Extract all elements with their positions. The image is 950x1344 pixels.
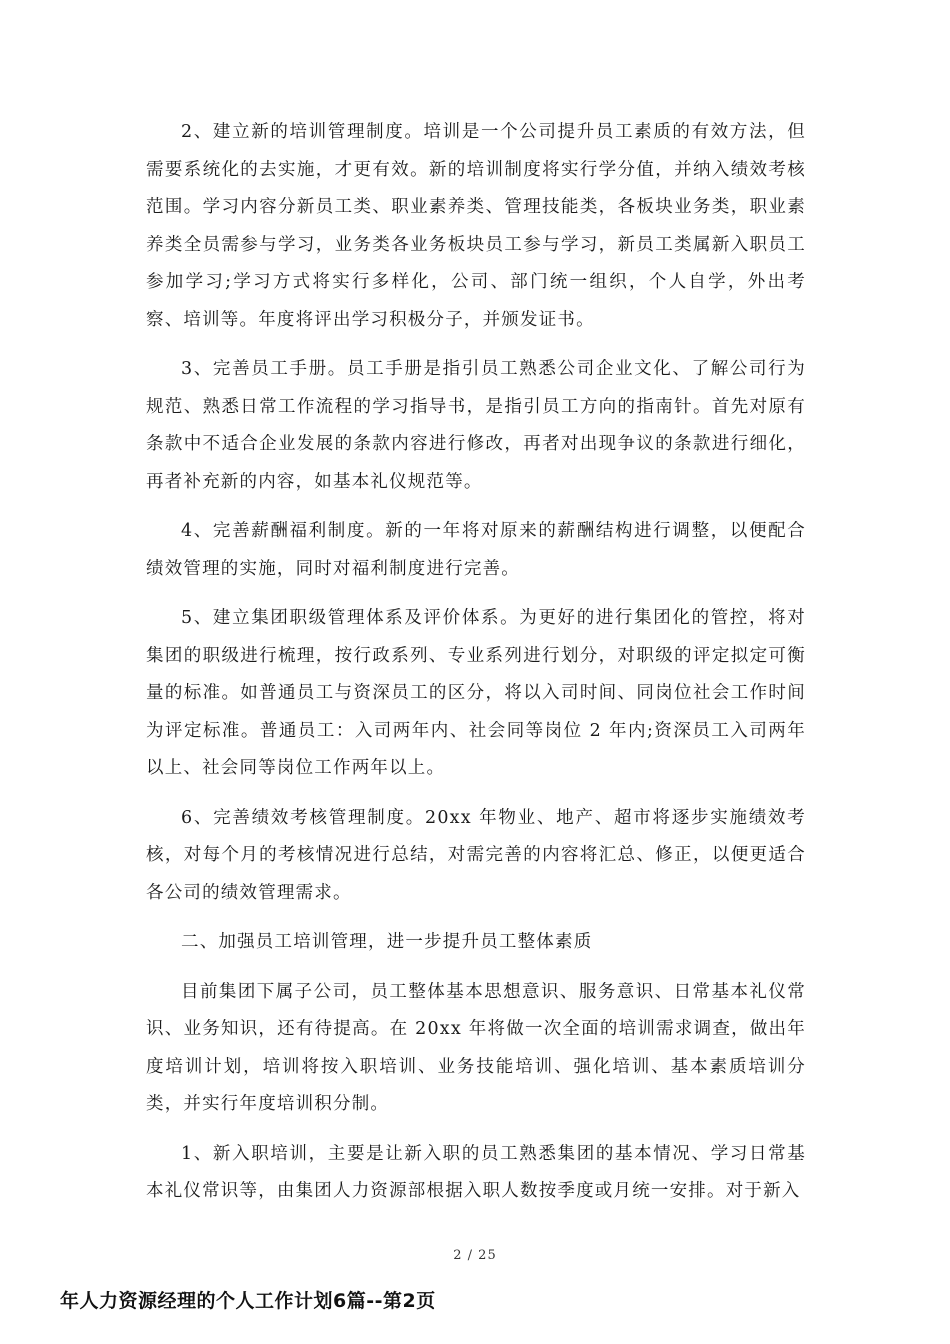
paragraph-compensation: 4、完善薪酬福利制度。新的一年将对原来的薪酬结构进行调整，以便配合绩效管理的实施，同时对福利制度进行完善。 <box>146 521 806 579</box>
page-number: 2 / 25 <box>453 1248 497 1263</box>
section-heading-training: 二、加强员工培训管理，进一步提升员工整体素质 <box>181 932 593 952</box>
paragraph-rank-system: 5、建立集团职级管理体系及评价体系。为更好的进行集团化的管控，将对集团的职级进行梳理，按行政系列、专业系列进行划分，对职级的评定拟定可衡量的标准。如普通员工与资深员工的区分，将以入司时间、同岗位社会工作时间为评定标准。普通员工：入司两年内、社会同等岗位 2 年内;资深员工入司两年以上、社会同等岗位工作两年以上。 <box>146 608 806 778</box>
paragraph-training-overview: 目前集团下属子公司，员工整体基本思想意识、服务意识、日常基本礼仪常识、业务知识，还有待提高。在 20xx 年将做一次全面的培训需求调查，做出年度培训计划，培训将按入职培训、业务技能培训、强化培训、基本素质培训分类，并实行年度培训积分制。 <box>146 981 806 1114</box>
footer-title: 年人力资源经理的个人工作计划6篇--第2页 <box>60 1290 436 1312</box>
document-body <box>146 114 806 1223</box>
paragraph-onboarding-training: 1、新入职培训，主要是让新入职的员工熟悉集团的基本情况、学习日常基本礼仪常识等，由集团人力资源部根据入职人数按季度或月统一安排。对于新入 <box>146 1143 806 1201</box>
paragraph-training-system: 2、建立新的培训管理制度。培训是一个公司提升员工素质的有效方法，但需要系统化的去实施，才更有效。新的培训制度将实行学分值，并纳入绩效考核范围。学习内容分新员工类、职业素养类、管理技能类，各板块业务类，职业素养类全员需参与学习，业务类各业务板块员工参与学习，新员工类属新入职员工参加学习;学习方式将实行多样化，公司、部门统一组织，个人自学，外出考察、培训等。年度将评出学习积极分子，并颁发证书。 <box>146 122 806 330</box>
paragraph-employee-handbook: 3、完善员工手册。员工手册是指引员工熟悉公司企业文化、了解公司行为规范、熟悉日常工作流程的学习指导书，是指引员工方向的指南针。首先对原有条款中不适合企业发展的条款内容进行修改，再者对出现争议的条款进行细化，再者补充新的内容，如基本礼仪规范等。 <box>146 359 806 492</box>
paragraph-performance: 6、完善绩效考核管理制度。20xx 年物业、地产、超市将逐步实施绩效考核，对每个月的考核情况进行总结，对需完善的内容将汇总、修正，以便更适合各公司的绩效管理需求。 <box>146 807 806 903</box>
